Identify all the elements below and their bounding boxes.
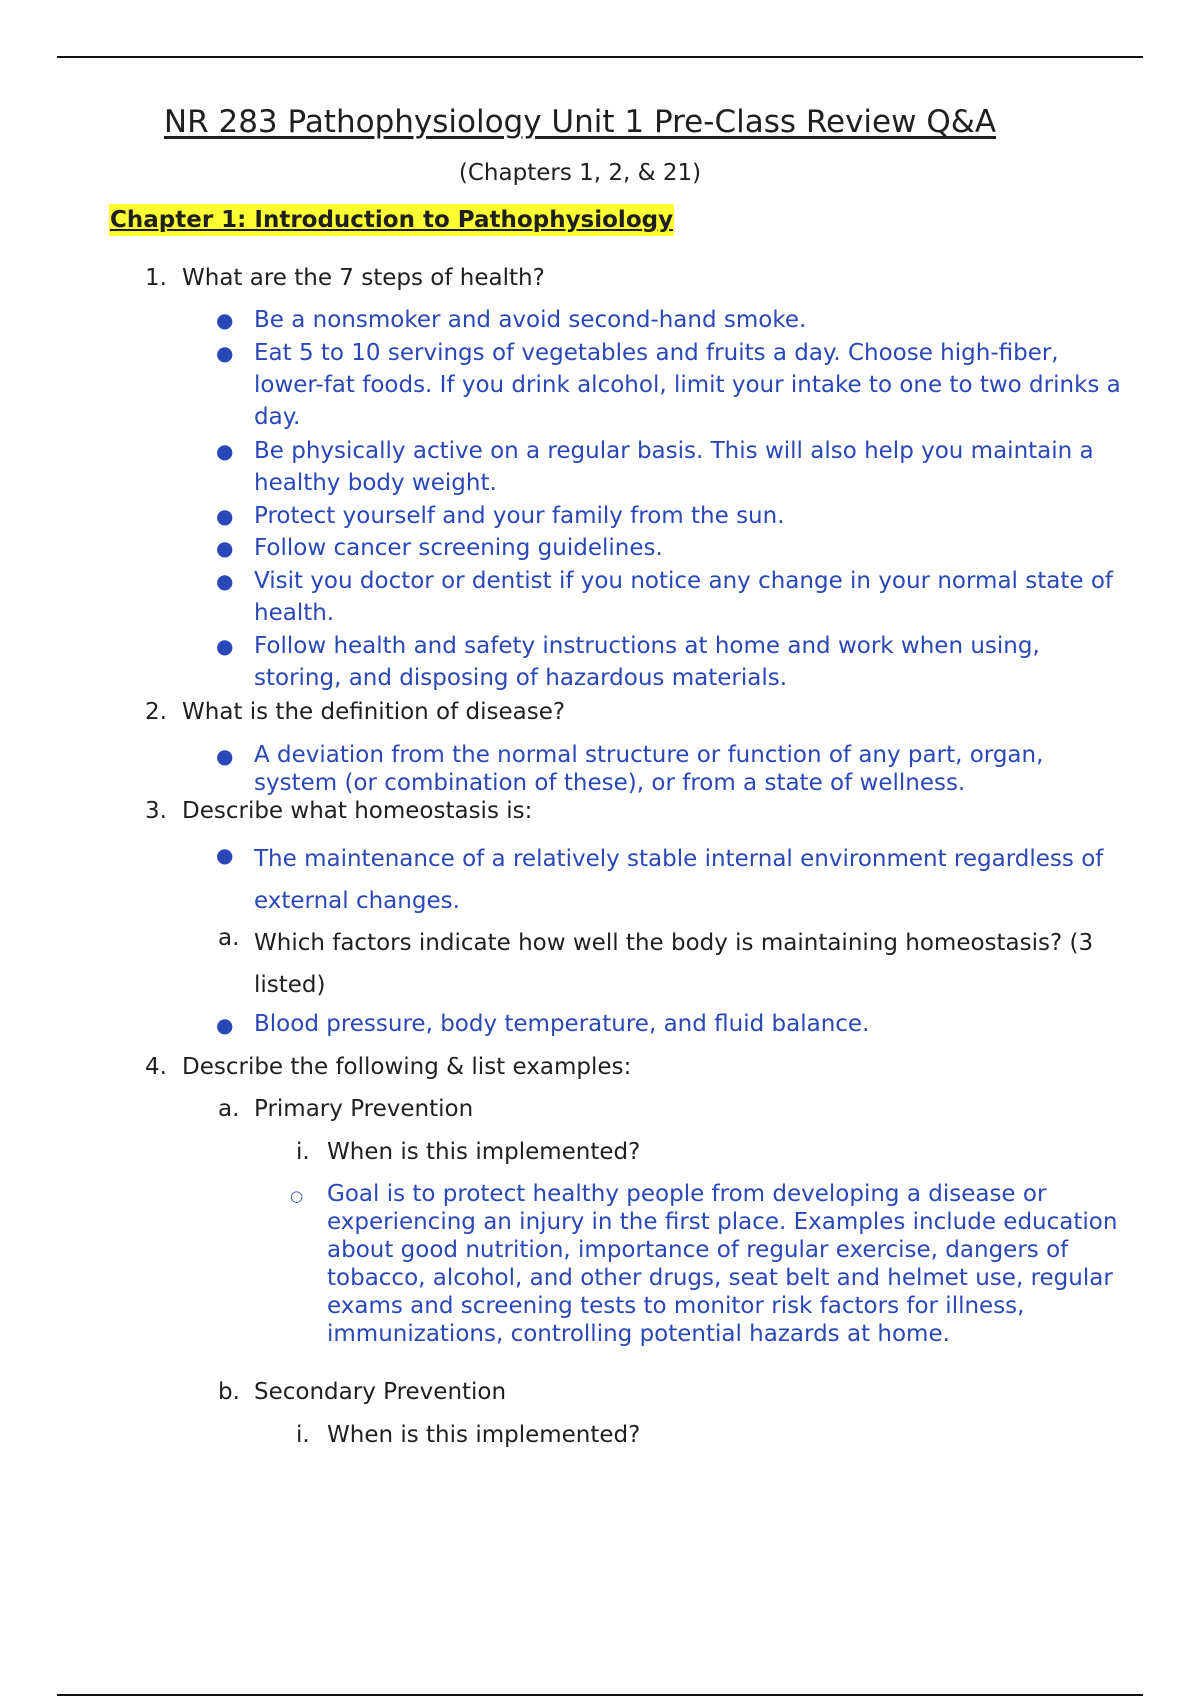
subquestion-text: Secondary Prevention [254, 1379, 507, 1405]
question-number: 2. [145, 699, 167, 725]
answer-item: A deviation from the normal structure or function of any part, organ, system (or combination of these), or from a state of wellness. [254, 742, 1044, 796]
question-text: What is the definition of disease? [182, 699, 566, 725]
subquestion-label: a. [218, 1096, 240, 1122]
answer-item: Blood pressure, body temperature, and fluid balance. [254, 1011, 870, 1037]
answer-item: Eat 5 to 10 servings of vegetables and fruits a day. Choose high-fiber, lower-fat foods. If you drink alcohol, limit your intake to one to two drinks a day. [254, 340, 1121, 430]
bullet-icon: ● [216, 744, 234, 768]
subquestion-text: Primary Prevention [254, 1096, 474, 1122]
top-rule [57, 56, 1143, 58]
question-text: What are the 7 steps of health? [182, 265, 545, 291]
bullet-icon: ● [216, 634, 234, 658]
subquestion-text: Which factors indicate how well the body is maintaining homeostasis? (3 listed) [254, 930, 1094, 998]
answer-item: Be a nonsmoker and avoid second-hand smoke. [254, 307, 807, 333]
subquestion-label: b. [218, 1379, 240, 1405]
bullet-icon: ● [216, 843, 234, 867]
question-text: Describe what homeostasis is: [182, 798, 533, 824]
document-title: NR 283 Pathophysiology Unit 1 Pre-Class Review Q&A [163, 104, 997, 140]
hollow-circle-bullet-icon: ○ [290, 1187, 304, 1205]
bullet-icon: ● [216, 504, 234, 528]
answer-item: Be physically active on a regular basis. This will also help you maintain a healthy body weight. [254, 438, 1094, 496]
answer-item: Visit you doctor or dentist if you notice any change in your normal state of health. [254, 568, 1113, 626]
bullet-icon: ● [216, 439, 234, 463]
bullet-icon: ● [216, 569, 234, 593]
answer-item: Follow health and safety instructions at home and work when using, storing, and disposing of hazardous materials. [254, 633, 1040, 691]
question-number: 4. [145, 1054, 167, 1080]
bottom-rule [57, 1694, 1143, 1696]
question-number: 3. [145, 798, 167, 824]
document-subtitle: (Chapters 1, 2, & 21) [458, 160, 702, 186]
answer-item: The maintenance of a relatively stable internal environment regardless of external changes. [254, 846, 1104, 914]
bullet-icon: ● [216, 536, 234, 560]
item-text: When is this implemented? [327, 1422, 641, 1448]
item-text: When is this implemented? [327, 1139, 641, 1165]
bullet-icon: ● [216, 308, 234, 332]
question-number: 1. [145, 265, 167, 291]
item-label: i. [296, 1139, 310, 1165]
answer-item: Goal is to protect healthy people from developing a disease or experiencing an injury in the first place. Examples include education about good nutrition, importance of regular exercise, dangers of tobacco, alcohol, and other drugs, seat belt and helmet use, regular exams and screening tests to monitor risk factors for illness, immunizations, controlling potential hazards at home. [327, 1181, 1118, 1347]
item-label: i. [296, 1422, 310, 1448]
answer-item: Protect yourself and your family from the sun. [254, 503, 785, 529]
chapter-heading: Chapter 1: Introduction to Pathophysiology [109, 204, 674, 236]
bullet-icon: ● [216, 1013, 234, 1037]
subquestion-label: a. [218, 925, 240, 951]
bullet-icon: ● [216, 341, 234, 365]
question-text: Describe the following & list examples: [182, 1054, 632, 1080]
answer-item: Follow cancer screening guidelines. [254, 535, 663, 561]
